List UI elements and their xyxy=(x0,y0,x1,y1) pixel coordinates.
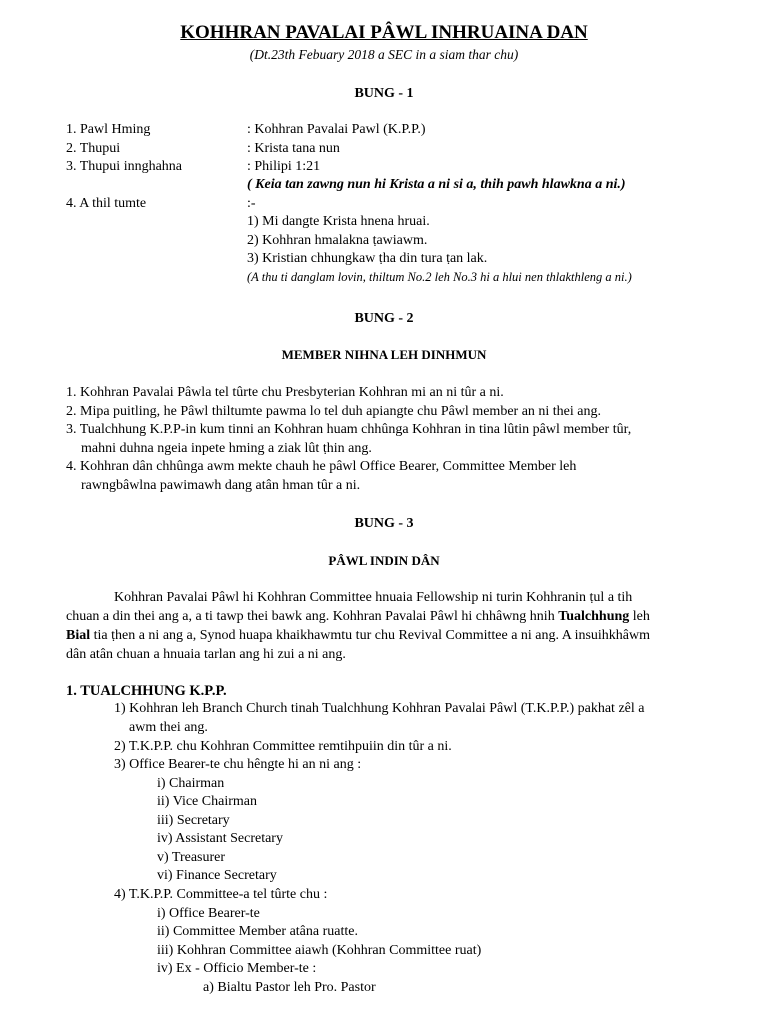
row-label: 1. Pawl Hming xyxy=(66,122,151,137)
officer-item: iv) Assistant Secretary xyxy=(157,831,283,846)
bung-2-subheading: MEMBER NIHNA LEH DINHMUN xyxy=(281,347,487,362)
bold-term: Tualchhung xyxy=(558,609,630,624)
list-item-continuation: mahni duhna ngeia inpete hming a ziak lût ṭhin ang. xyxy=(81,441,372,456)
list-item: 3. Tualchhung K.P.P-in kum tinni an Kohhran huam chhûnga Kohhran in tina lûtin pâwl member tûr, xyxy=(66,422,632,437)
bold-term: Bial xyxy=(66,628,91,643)
aim-item: 2) Kohhran hmalakna ṭawiawm. xyxy=(247,233,428,248)
paragraph-line: chuan a din thei ang a, a ti tawp thei bawk ang. Kohhran Pavalai Pâwl hi chhâwng hnih Tualchhung leh xyxy=(66,609,650,624)
row-value: : Krista tana nun xyxy=(247,141,340,156)
document-subtitle: (Dt.23th Febuary 2018 a SEC in a siam thar chu) xyxy=(249,47,519,62)
member-subitem: a) Bialtu Pastor leh Pro. Pastor xyxy=(203,980,376,995)
paragraph-line: Bial tia ṭhen a ni ang a, Synod huapa khaikhawmtu tur chu Revival Committee a ni ang. A insuihkhâwm xyxy=(66,628,651,643)
row-label: 2. Thupui xyxy=(66,141,121,156)
officer-item: ii) Vice Chairman xyxy=(157,794,257,809)
bung-1-heading: BUNG - 1 xyxy=(354,86,414,101)
aims-note: (A thu ti danglam lovin, thiltum No.2 leh No.3 hi a hlui nen thlakthleng a ni.) xyxy=(247,270,632,284)
row-value: : Kohhran Pavalai Pawl (K.P.P.) xyxy=(247,122,426,137)
member-item: i) Office Bearer-te xyxy=(157,906,260,921)
paragraph-line: dân atân chuan a hnuaia tarlan ang hi zui a ni ang. xyxy=(66,647,346,662)
list-item: 4. Kohhran dân chhûnga awm mekte chauh he pâwl Office Bearer, Committee Member leh xyxy=(66,459,577,474)
scripture-verse: ( Keia tan zawng nun hi Krista a ni si a, thih pawh hlawkna a ni.) xyxy=(247,177,626,192)
member-item: iv) Ex - Officio Member-te : xyxy=(157,961,317,976)
officer-item: iii) Secretary xyxy=(157,813,230,828)
section-point: 2) T.K.P.P. chu Kohhran Committee remtihpuiin din tûr a ni. xyxy=(114,739,452,754)
row-label: 3. Thupui innghahna xyxy=(66,159,183,174)
section-point: 1) Kohhran leh Branch Church tinah Tualchhung Kohhran Pavalai Pâwl (T.K.P.P.) pakhat zêl a xyxy=(114,701,645,716)
row-value: : Philipi 1:21 xyxy=(247,159,321,174)
list-item-continuation: rawngbâwlna pawimawh dang atân hman tûr a ni. xyxy=(81,478,361,493)
officer-item: i) Chairman xyxy=(157,776,225,791)
aim-item: 3) Kristian chhungkaw ṭha din tura ṭan lak. xyxy=(247,251,488,266)
bung-3-heading: BUNG - 3 xyxy=(354,516,414,531)
section-point: 3) Office Bearer-te chu hêngte hi an ni ang : xyxy=(114,757,362,772)
aims-colon: :- xyxy=(247,196,256,211)
list-item: 1. Kohhran Pavalai Pâwla tel tûrte chu Presbyterian Kohhran mi an ni tûr a ni. xyxy=(66,385,504,400)
list-item: 2. Mipa puitling, he Pâwl thiltumte pawma lo tel duh apiangte chu Pâwl member an ni thei ang. xyxy=(66,404,602,419)
bung-2-heading: BUNG - 2 xyxy=(354,311,414,326)
section-point: 4) T.K.P.P. Committee-a tel tûrte chu : xyxy=(114,887,328,902)
officer-item: vi) Finance Secretary xyxy=(157,868,277,883)
aim-item: 1) Mi dangte Krista hnena hruai. xyxy=(247,214,430,229)
member-item: iii) Kohhran Committee aiawh (Kohhran Committee ruat) xyxy=(157,943,482,958)
member-item: ii) Committee Member atâna ruatte. xyxy=(157,924,358,939)
bung-3-subheading: PÂWL INDIN DÂN xyxy=(328,553,440,568)
paragraph-line: Kohhran Pavalai Pâwl hi Kohhran Committee hnuaia Fellowship ni turin Kohhranin ṭul a tih xyxy=(114,590,633,605)
aims-label: 4. A thil tumte xyxy=(66,196,147,211)
section-heading: 1. TUALCHHUNG K.P.P. xyxy=(66,683,227,699)
section-point-continuation: awm thei ang. xyxy=(129,720,208,735)
document-title: KOHHRAN PAVALAI PÂWL INHRUAINA DAN xyxy=(180,22,588,43)
officer-item: v) Treasurer xyxy=(157,850,226,865)
